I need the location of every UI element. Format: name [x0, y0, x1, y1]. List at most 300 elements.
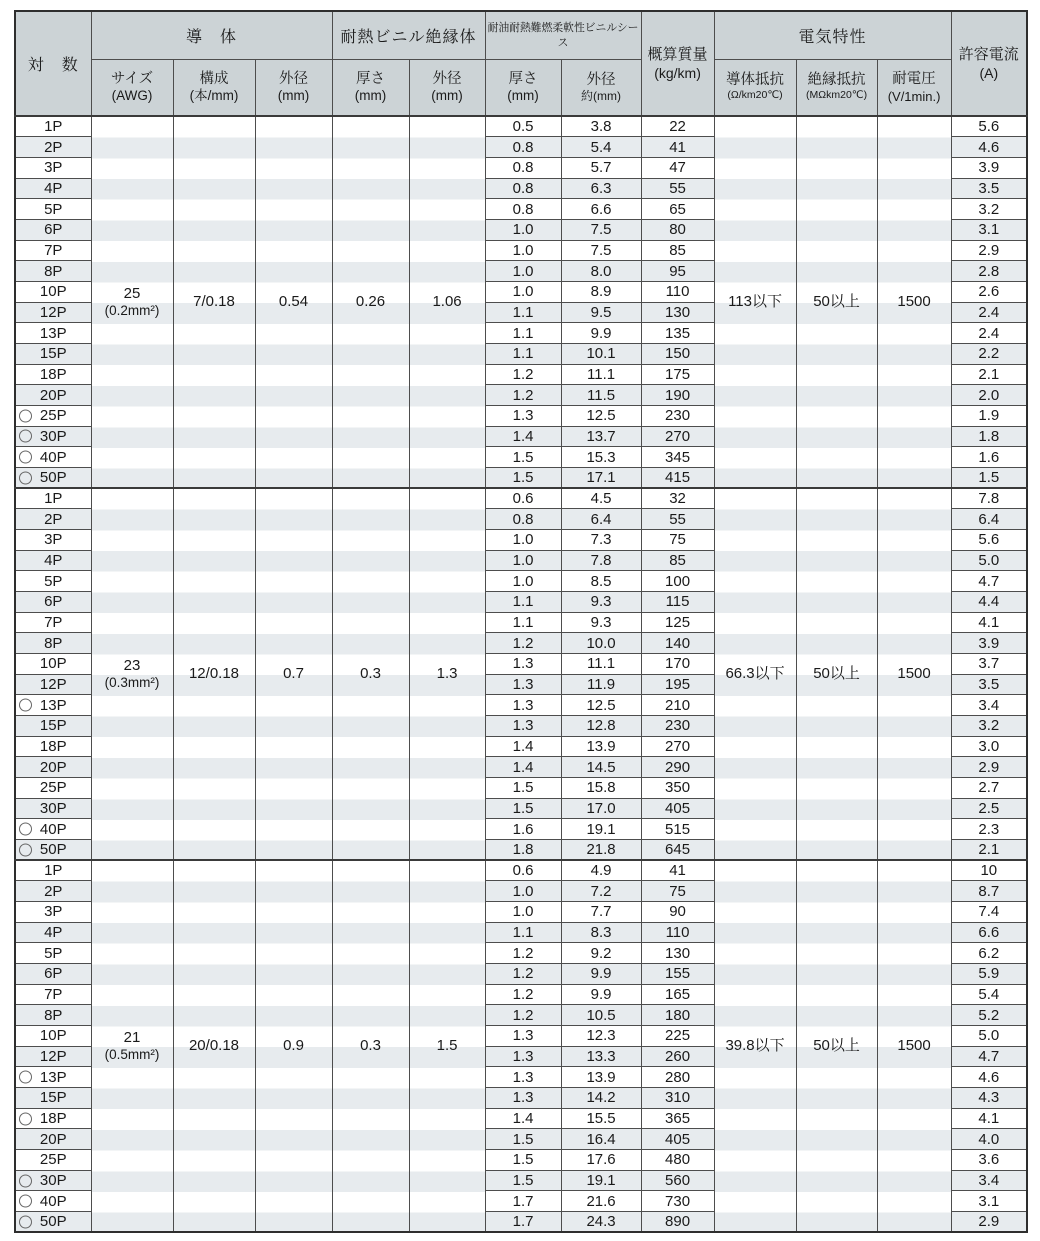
header-strand-unit: (本/mm) — [189, 88, 239, 104]
insulation-od-cell-text: 1.5 — [436, 1037, 458, 1055]
pair-count-cell — [15, 1046, 91, 1067]
header-size-unit: (AWG) — [111, 88, 153, 104]
pair-count-cell — [15, 137, 91, 158]
sheath-thickness-cell: 1.0 — [485, 571, 561, 592]
allowable-current-cell: 3.6 — [951, 1150, 1027, 1171]
sheath-od-cell: 6.3 — [561, 178, 641, 199]
mass-cell: 365 — [641, 1108, 714, 1129]
sheath-od-cell: 6.4 — [561, 509, 641, 530]
sheath-od-cell: 19.1 — [561, 819, 641, 840]
allowable-current-cell: 3.0 — [951, 736, 1027, 757]
pair-count-cell — [15, 653, 91, 674]
mass-cell: 170 — [641, 653, 714, 674]
header-conductor-resistance — [714, 59, 796, 116]
allowable-current-cell: 2.4 — [951, 323, 1027, 344]
sheath-thickness-cell: 1.0 — [485, 261, 561, 282]
sheath-thickness-cell: 1.6 — [485, 819, 561, 840]
sheath-thickness-cell: 1.4 — [485, 1108, 561, 1129]
header-withstand-voltage — [877, 59, 951, 116]
header-sub-row — [15, 59, 1027, 116]
allowable-current-cell: 2.9 — [951, 240, 1027, 261]
pair-count-label: 6P — [44, 965, 63, 983]
withstand-voltage-cell — [877, 488, 951, 860]
pair-count-label: 18P — [39, 365, 67, 383]
allowable-current-cell: 2.9 — [951, 1212, 1027, 1233]
pair-count-cell — [15, 1129, 91, 1150]
mass-cell: 175 — [641, 364, 714, 385]
header-strand-label: 構成 — [199, 71, 229, 88]
pair-count-label: 18P — [39, 1110, 67, 1128]
pair-count-cell — [15, 488, 91, 509]
header-insulation-od-unit: (mm) — [431, 88, 463, 104]
pair-count-cell — [15, 1212, 91, 1233]
sheath-thickness-cell: 1.3 — [485, 674, 561, 695]
sheath-thickness-cell: 1.7 — [485, 1212, 561, 1233]
sheath-od-cell: 19.1 — [561, 1170, 641, 1191]
header-insulation-resistance-unit: (MΩkm20℃) — [806, 89, 868, 102]
conductor-od-cell-text: 0.9 — [283, 1037, 304, 1055]
sheath-od-cell: 7.2 — [561, 881, 641, 902]
pair-count-label: 13P — [39, 696, 67, 714]
insulation-thickness-cell — [332, 488, 409, 860]
sheath-od-cell: 13.9 — [561, 1067, 641, 1088]
mass-cell: 280 — [641, 1067, 714, 1088]
mass-cell: 115 — [641, 591, 714, 612]
allowable-current-cell: 3.1 — [951, 219, 1027, 240]
pair-count-label: 4P — [44, 924, 63, 942]
sheath-od-cell: 11.9 — [561, 674, 641, 695]
sheath-od-cell: 8.5 — [561, 571, 641, 592]
allowable-current-cell: 2.7 — [951, 778, 1027, 799]
circle-mark-icon — [19, 1215, 32, 1228]
sheath-thickness-cell: 1.3 — [485, 1046, 561, 1067]
pair-count-label: 20P — [39, 1130, 67, 1148]
pair-count-label: 8P — [44, 634, 63, 652]
sheath-od-cell: 14.2 — [561, 1088, 641, 1109]
pair-count-cell — [15, 943, 91, 964]
sheath-od-cell: 11.5 — [561, 385, 641, 406]
mass-cell: 515 — [641, 819, 714, 840]
conductor-strand-cell-text: 12/0.18 — [188, 665, 240, 683]
conductor-size-cell-text: (0.5mm²) — [104, 1047, 160, 1063]
pair-count-cell — [15, 405, 91, 426]
pair-count-label: 7P — [44, 613, 63, 631]
sheath-od-cell: 9.5 — [561, 302, 641, 323]
pair-count-cell — [15, 426, 91, 447]
allowable-current-cell: 3.1 — [951, 1191, 1027, 1212]
allowable-current-cell: 5.0 — [951, 550, 1027, 571]
mass-cell: 125 — [641, 612, 714, 633]
sheath-od-cell: 8.0 — [561, 261, 641, 282]
mass-cell: 130 — [641, 302, 714, 323]
sheath-thickness-cell: 1.5 — [485, 1129, 561, 1150]
sheath-thickness-cell: 1.7 — [485, 1191, 561, 1212]
mass-cell: 415 — [641, 467, 714, 488]
pair-count-cell — [15, 757, 91, 778]
header-mass-unit: (kg/km) — [654, 64, 701, 81]
pair-count-label: 5P — [44, 200, 63, 218]
pair-count-cell — [15, 881, 91, 902]
mass-cell: 55 — [641, 178, 714, 199]
pair-count-cell — [15, 467, 91, 488]
circle-mark-icon — [19, 409, 32, 422]
pair-count-cell — [15, 447, 91, 468]
circle-mark-icon — [19, 1071, 32, 1084]
mass-cell: 65 — [641, 199, 714, 220]
pair-count-label: 50P — [39, 841, 67, 859]
sheath-thickness-cell: 1.2 — [485, 943, 561, 964]
allowable-current-cell: 6.2 — [951, 943, 1027, 964]
pair-count-label: 8P — [44, 1006, 63, 1024]
sheath-thickness-cell: 1.1 — [485, 343, 561, 364]
pair-count-cell — [15, 157, 91, 178]
sheath-od-cell: 15.5 — [561, 1108, 641, 1129]
allowable-current-cell: 3.5 — [951, 178, 1027, 199]
pair-count-cell — [15, 674, 91, 695]
header-sheath-thickness-label: 厚さ — [508, 71, 538, 88]
header-conductor-od-label: 外径 — [279, 71, 309, 88]
allowable-current-cell: 2.4 — [951, 302, 1027, 323]
mass-cell: 195 — [641, 674, 714, 695]
allowable-current-cell: 2.8 — [951, 261, 1027, 282]
pair-count-cell — [15, 964, 91, 985]
allowable-current-cell: 2.0 — [951, 385, 1027, 406]
pair-count-label: 12P — [39, 1048, 67, 1066]
sheath-od-cell: 10.1 — [561, 343, 641, 364]
pair-count-label: 20P — [39, 386, 67, 404]
pair-count-cell — [15, 984, 91, 1005]
allowable-current-cell: 6.4 — [951, 509, 1027, 530]
pair-count-label: 10P — [39, 283, 67, 301]
conductor-resistance-cell-text: 66.3以下 — [725, 665, 785, 683]
sheath-od-cell: 15.3 — [561, 447, 641, 468]
spec-table-body — [15, 116, 1027, 1232]
pair-count-label: 20P — [39, 758, 67, 776]
pair-count-label: 13P — [39, 324, 67, 342]
mass-cell: 210 — [641, 695, 714, 716]
sheath-od-cell: 9.9 — [561, 964, 641, 985]
mass-cell: 560 — [641, 1170, 714, 1191]
pair-count-label: 5P — [44, 944, 63, 962]
pair-count-cell — [15, 116, 91, 137]
pair-count-cell — [15, 736, 91, 757]
allowable-current-cell: 3.9 — [951, 157, 1027, 178]
insulation-resistance-cell — [796, 860, 877, 1232]
header-insulation-resistance-label: 絶縁抵抗 — [807, 72, 866, 89]
header-insulation-thickness — [332, 59, 409, 116]
allowable-current-cell: 2.1 — [951, 840, 1027, 861]
insulation-thickness-cell — [332, 116, 409, 488]
mass-cell: 345 — [641, 447, 714, 468]
pair-count-label: 3P — [44, 159, 63, 177]
pair-count-cell — [15, 715, 91, 736]
header-insulation-od — [409, 59, 485, 116]
pair-count-cell — [15, 364, 91, 385]
sheath-od-cell: 7.3 — [561, 529, 641, 550]
allowable-current-cell: 8.7 — [951, 881, 1027, 902]
sheath-thickness-cell: 1.3 — [485, 653, 561, 674]
conductor-size-cell — [91, 860, 173, 1232]
allowable-current-cell: 2.1 — [951, 364, 1027, 385]
conductor-strand-cell-text: 7/0.18 — [193, 293, 235, 311]
mass-cell: 730 — [641, 1191, 714, 1212]
allowable-current-cell: 3.4 — [951, 1170, 1027, 1191]
pair-count-label: 5P — [44, 572, 63, 590]
header-withstand-voltage-label: 耐電圧 — [892, 71, 936, 88]
allowable-current-cell: 7.4 — [951, 902, 1027, 923]
pair-count-label: 18P — [39, 737, 67, 755]
pair-count-label: 15P — [39, 1089, 67, 1107]
pair-count-label: 25P — [39, 1151, 67, 1169]
pair-count-cell — [15, 1191, 91, 1212]
sheath-thickness-cell: 1.5 — [485, 798, 561, 819]
allowable-current-cell: 4.0 — [951, 1129, 1027, 1150]
sheath-od-cell: 10.5 — [561, 1005, 641, 1026]
header-conductor-resistance-unit: (Ω/km20℃) — [727, 89, 783, 102]
insulation-od-cell — [409, 488, 485, 860]
allowable-current-cell: 1.5 — [951, 467, 1027, 488]
allowable-current-cell: 4.7 — [951, 571, 1027, 592]
sheath-od-cell: 13.9 — [561, 736, 641, 757]
allowable-current-cell: 1.9 — [951, 405, 1027, 426]
mass-cell: 405 — [641, 798, 714, 819]
sheath-od-cell: 4.9 — [561, 860, 641, 881]
pair-count-cell — [15, 902, 91, 923]
pair-count-label: 2P — [44, 138, 63, 156]
pair-count-cell — [15, 1108, 91, 1129]
mass-cell: 135 — [641, 323, 714, 344]
mass-cell: 75 — [641, 529, 714, 550]
sheath-thickness-cell: 0.8 — [485, 137, 561, 158]
circle-mark-icon — [19, 843, 32, 856]
header-conductor-od-unit: (mm) — [277, 88, 310, 104]
header-allowable-current — [951, 11, 1027, 116]
header-pair-count: 対 数 — [15, 11, 91, 116]
conductor-strand-cell — [173, 488, 255, 860]
conductor-size-cell — [91, 488, 173, 860]
pair-count-label: 3P — [44, 531, 63, 549]
header-sheath-od-unit: 約(mm) — [581, 89, 622, 104]
pair-count-cell — [15, 199, 91, 220]
insulation-thickness-cell-text: 0.26 — [355, 293, 386, 311]
circle-mark-icon — [19, 1195, 32, 1208]
sheath-thickness-cell: 1.2 — [485, 964, 561, 985]
sheath-od-cell: 7.8 — [561, 550, 641, 571]
sheath-thickness-cell: 1.2 — [485, 364, 561, 385]
conductor-od-cell-text: 0.54 — [278, 293, 309, 311]
pair-count-label: 25P — [39, 407, 67, 425]
circle-mark-icon — [19, 699, 32, 712]
header-sheath-thickness — [485, 59, 561, 116]
mass-cell: 90 — [641, 902, 714, 923]
conductor-resistance-cell — [714, 116, 796, 488]
pair-count-cell — [15, 860, 91, 881]
mass-cell: 290 — [641, 757, 714, 778]
mass-cell: 890 — [641, 1212, 714, 1233]
pair-count-label: 40P — [39, 820, 67, 838]
allowable-current-cell: 4.4 — [951, 591, 1027, 612]
mass-cell: 85 — [641, 550, 714, 571]
pair-count-label: 1P — [44, 490, 63, 508]
pair-count-label: 2P — [44, 882, 63, 900]
circle-mark-icon — [19, 1112, 32, 1125]
sheath-thickness-cell: 1.0 — [485, 240, 561, 261]
sheath-thickness-cell: 1.1 — [485, 591, 561, 612]
header-mass-label: 概算質量 — [647, 46, 708, 63]
pair-count-label: 7P — [44, 986, 63, 1004]
header-insulation-resistance — [796, 59, 877, 116]
header-sheath-od — [561, 59, 641, 116]
sheath-od-cell: 12.3 — [561, 1026, 641, 1047]
pair-count-cell — [15, 385, 91, 406]
sheath-thickness-cell: 1.1 — [485, 302, 561, 323]
sheath-od-cell: 7.5 — [561, 219, 641, 240]
allowable-current-cell: 5.2 — [951, 1005, 1027, 1026]
header-group-row — [15, 11, 1027, 59]
sheath-od-cell: 12.8 — [561, 715, 641, 736]
sheath-thickness-cell: 1.0 — [485, 219, 561, 240]
conductor-size-cell — [91, 116, 173, 488]
sheath-thickness-cell: 1.2 — [485, 385, 561, 406]
allowable-current-cell: 7.8 — [951, 488, 1027, 509]
pair-count-cell — [15, 612, 91, 633]
allowable-current-cell: 2.2 — [951, 343, 1027, 364]
spec-table — [14, 10, 1028, 1233]
sheath-od-cell: 9.9 — [561, 984, 641, 1005]
pair-count-cell — [15, 178, 91, 199]
pair-count-cell — [15, 571, 91, 592]
mass-cell: 140 — [641, 633, 714, 654]
mass-cell: 260 — [641, 1046, 714, 1067]
pair-count-cell — [15, 922, 91, 943]
header-withstand-voltage-unit: (V/1min.) — [887, 88, 941, 104]
sheath-od-cell: 13.3 — [561, 1046, 641, 1067]
pair-count-label: 7P — [44, 241, 63, 259]
sheath-thickness-cell: 1.1 — [485, 922, 561, 943]
sheath-thickness-cell: 1.3 — [485, 715, 561, 736]
sheath-od-cell: 13.7 — [561, 426, 641, 447]
header-sheath-od-label: 外径 — [586, 71, 616, 88]
conductor-size-cell-text: (0.3mm²) — [104, 675, 160, 691]
allowable-current-cell: 5.6 — [951, 529, 1027, 550]
pair-count-label: 4P — [44, 179, 63, 197]
pair-count-cell — [15, 798, 91, 819]
sheath-od-cell: 11.1 — [561, 364, 641, 385]
header-size-label: サイズ — [110, 71, 154, 88]
pair-count-cell — [15, 529, 91, 550]
mass-cell: 95 — [641, 261, 714, 282]
sheath-thickness-cell: 0.8 — [485, 178, 561, 199]
sheath-od-cell: 21.6 — [561, 1191, 641, 1212]
sheath-thickness-cell: 1.4 — [485, 757, 561, 778]
allowable-current-cell: 2.6 — [951, 281, 1027, 302]
sheath-thickness-cell: 1.0 — [485, 902, 561, 923]
mass-cell: 47 — [641, 157, 714, 178]
pair-count-cell — [15, 1170, 91, 1191]
circle-mark-icon — [19, 471, 32, 484]
withstand-voltage-cell — [877, 860, 951, 1232]
pair-count-label: 13P — [39, 1068, 67, 1086]
insulation-thickness-cell-text: 0.3 — [360, 1037, 381, 1055]
pair-count-cell — [15, 343, 91, 364]
pair-count-label: 6P — [44, 221, 63, 239]
conductor-size-cell-text: 21 — [123, 1029, 141, 1047]
pair-count-label: 40P — [39, 1192, 67, 1210]
header-size — [91, 59, 173, 116]
pair-count-label: 50P — [39, 469, 67, 486]
pair-count-label: 12P — [39, 675, 67, 693]
mass-cell: 230 — [641, 405, 714, 426]
insulation-od-cell-text: 1.06 — [432, 293, 462, 311]
pair-count-cell — [15, 302, 91, 323]
header-insulation-thickness-label: 厚さ — [356, 71, 386, 88]
header-insulation-group: 耐熱ビニル絶縁体 — [332, 11, 485, 59]
circle-mark-icon — [19, 430, 32, 443]
conductor-resistance-cell-text: 113以下 — [728, 293, 782, 311]
pair-count-label: 30P — [39, 800, 67, 817]
mass-cell: 190 — [641, 385, 714, 406]
mass-cell: 225 — [641, 1026, 714, 1047]
allowable-current-cell: 3.7 — [951, 653, 1027, 674]
sheath-od-cell: 9.3 — [561, 612, 641, 633]
conductor-od-cell — [255, 116, 332, 488]
allowable-current-cell: 3.2 — [951, 199, 1027, 220]
pair-count-cell — [15, 1026, 91, 1047]
sheath-od-cell: 6.6 — [561, 199, 641, 220]
sheath-thickness-cell: 1.0 — [485, 529, 561, 550]
sheath-od-cell: 3.8 — [561, 116, 641, 137]
mass-cell: 55 — [641, 509, 714, 530]
sheath-thickness-cell: 0.8 — [485, 509, 561, 530]
mass-cell: 270 — [641, 426, 714, 447]
pair-count-cell — [15, 591, 91, 612]
sheath-thickness-cell: 1.3 — [485, 1088, 561, 1109]
sheath-thickness-cell: 1.3 — [485, 695, 561, 716]
mass-cell: 405 — [641, 1129, 714, 1150]
sheath-thickness-cell: 0.6 — [485, 488, 561, 509]
conductor-resistance-cell — [714, 488, 796, 860]
sheath-thickness-cell: 1.5 — [485, 778, 561, 799]
insulation-od-cell — [409, 860, 485, 1232]
allowable-current-cell: 6.6 — [951, 922, 1027, 943]
pair-count-cell — [15, 1067, 91, 1088]
insulation-resistance-cell-text: 50以上 — [813, 665, 860, 683]
allowable-current-cell: 4.1 — [951, 612, 1027, 633]
sheath-thickness-cell: 1.3 — [485, 405, 561, 426]
pair-count-cell — [15, 778, 91, 799]
sheath-od-cell: 5.4 — [561, 137, 641, 158]
allowable-current-cell: 2.9 — [951, 757, 1027, 778]
header-conductor-group: 導 体 — [91, 11, 332, 59]
sheath-thickness-cell: 1.1 — [485, 323, 561, 344]
allowable-current-cell: 5.4 — [951, 984, 1027, 1005]
pair-count-cell — [15, 840, 91, 861]
mass-cell: 110 — [641, 922, 714, 943]
allowable-current-cell: 1.8 — [951, 426, 1027, 447]
sheath-thickness-cell: 1.4 — [485, 426, 561, 447]
conductor-size-cell-text: 23 — [123, 657, 141, 675]
sheath-thickness-cell: 1.5 — [485, 447, 561, 468]
mass-cell: 22 — [641, 116, 714, 137]
withstand-voltage-cell-text: 1500 — [897, 1037, 931, 1055]
sheath-od-cell: 17.0 — [561, 798, 641, 819]
allowable-current-cell: 3.2 — [951, 715, 1027, 736]
insulation-od-cell — [409, 116, 485, 488]
pair-count-cell — [15, 819, 91, 840]
pair-count-label: 3P — [44, 903, 63, 921]
allowable-current-cell: 3.5 — [951, 674, 1027, 695]
allowable-current-cell: 5.9 — [951, 964, 1027, 985]
